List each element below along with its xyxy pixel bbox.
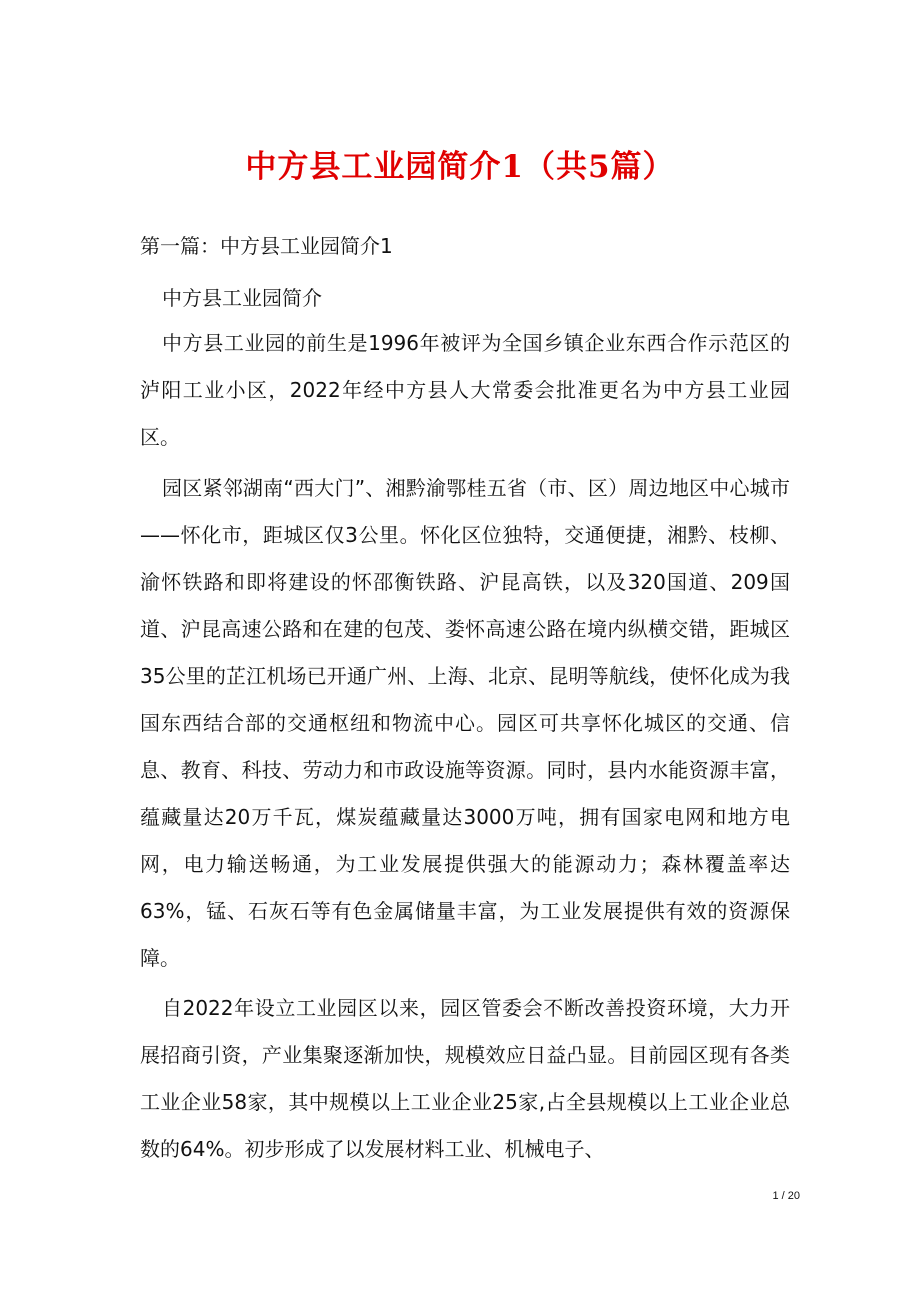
document-title: 中方县工业园简介1（共5篇） <box>245 149 675 185</box>
paragraph-location-resources: 园区紧邻湖南“西大门”、湘黔渝鄂桂五省（市、区）周边地区中心城市——怀化市，距城区仅3公里。怀化区位独特，交通便捷，湘黔、枝柳、渝怀铁路和即将建设的怀邵衡铁路、沪昆高铁，以及320国道、209国道、沪昆高速公路和在建的包茂、娄怀高速公路在境内纵横交错，距城区35公里的芷江机场已开通广州、上海、北京、昆明等航线，使怀化成为我国东西结合部的交通枢纽和物流中心。园区可共享怀化城区的交通、信息、教育、科技、劳动力和市政设施等资源。同时，县内水能资源丰富，蕴藏量达20万千瓦，煤炭蕴藏量达3000万吨，拥有国家电网和地方电网，电力输送畅通，为工业发展提供强大的能源动力；森林覆盖率达63%，锰、石灰石等有色金属储量丰富，为工业发展提供有效的资源保障。 <box>140 476 790 970</box>
paragraph-development: 自2022年设立工业园区以来，园区管委会不断改善投资环境，大力开展招商引资，产业集聚逐渐加快，规模效应日益凸显。目前园区现有各类工业企业58家，其中规模以上工业企业25家,占全县规模以上工业企业总数的64%。初步形成了以发展材料工业、机械电子、 <box>140 996 790 1161</box>
page-number: 1 / 20 <box>772 1190 800 1202</box>
paragraph-history: 中方县工业园的前生是1996年被评为全国乡镇企业东西合作示范区的泸阳工业小区，2022年经中方县人大常委会批准更名为中方县工业园区。 <box>140 331 790 449</box>
section-heading: 第一篇：中方县工业园简介1 <box>140 234 393 258</box>
article-subheading: 中方县工业园简介 <box>162 286 322 310</box>
